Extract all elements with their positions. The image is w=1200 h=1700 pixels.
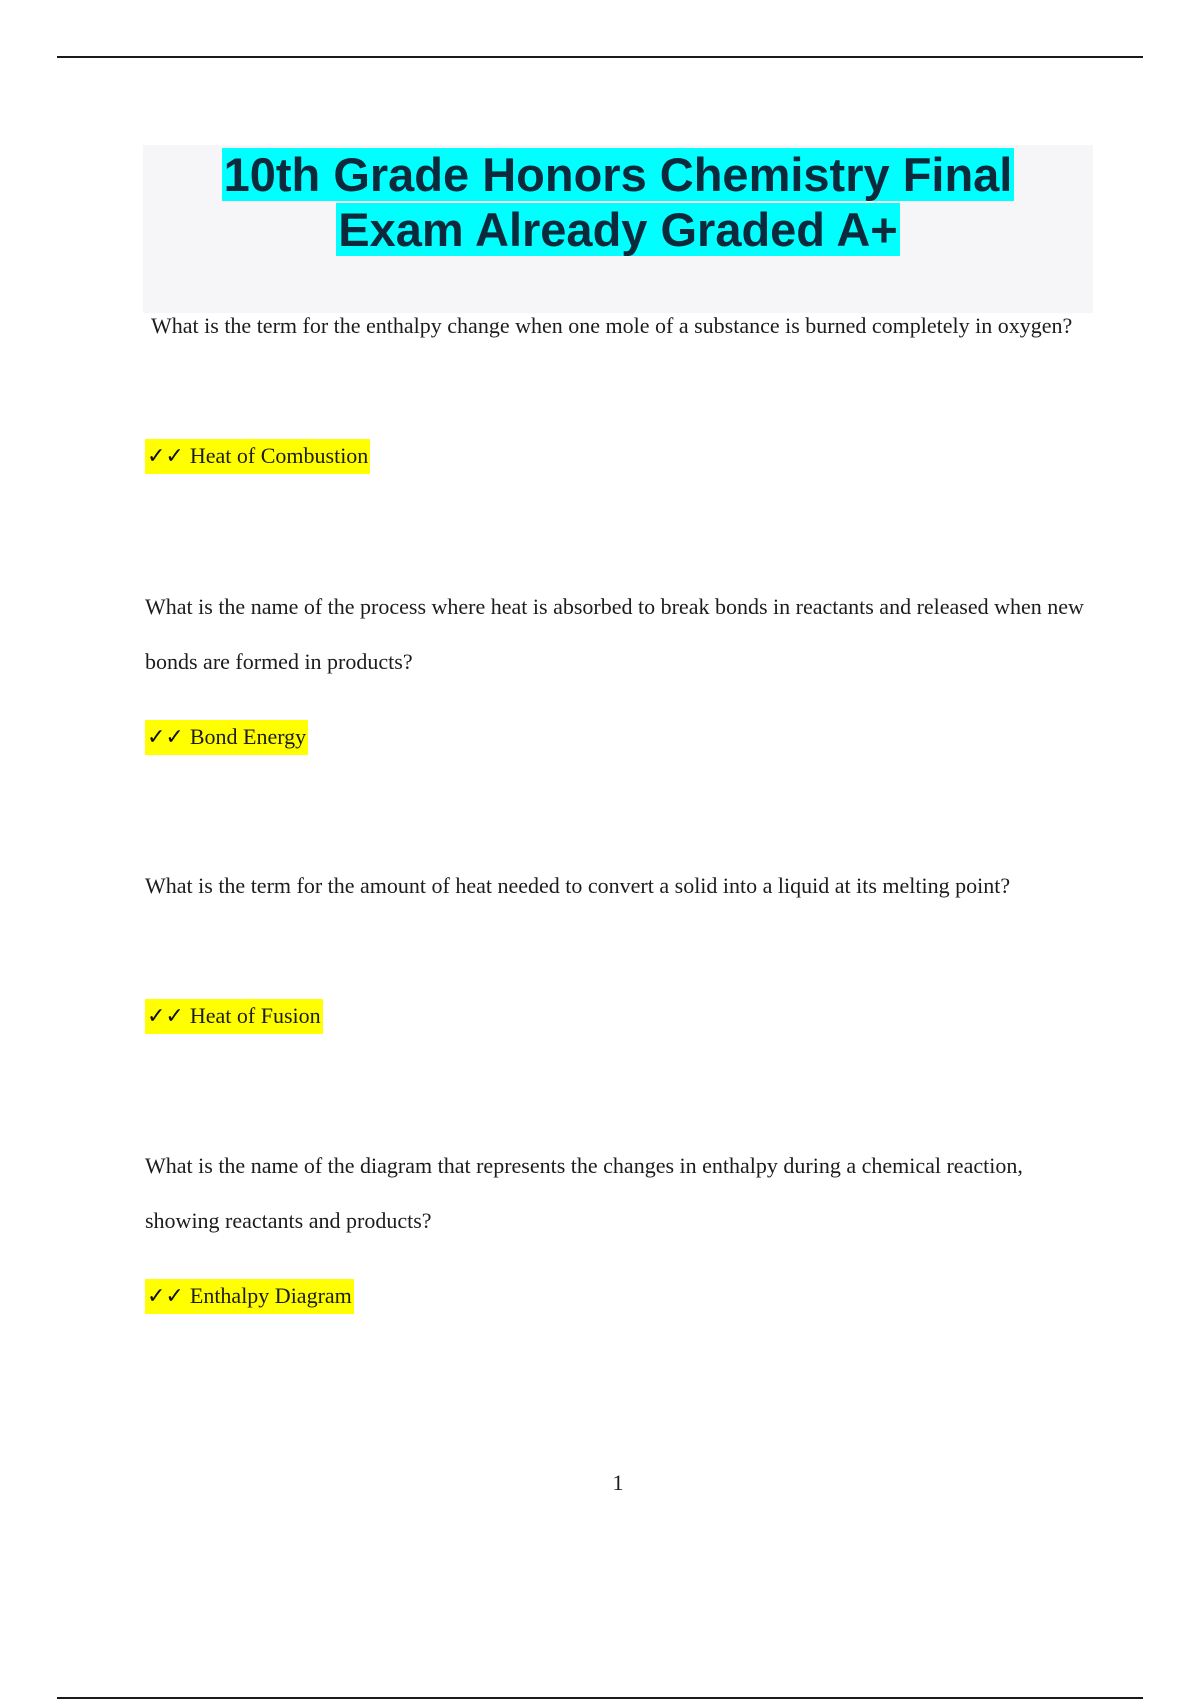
question-3: What is the term for the amount of heat needed to convert a solid into a liquid at its melting point? xyxy=(145,873,1011,898)
answer-3-text: Heat of Fusion xyxy=(189,1003,321,1028)
page-number: 1 xyxy=(612,1470,624,1495)
footer-rule xyxy=(57,1697,1143,1699)
double-check-icon: ✓✓ xyxy=(147,725,184,750)
header-rule xyxy=(57,56,1143,58)
answer-2-text: Bond Energy xyxy=(189,724,307,749)
double-check-icon: ✓✓ xyxy=(147,1284,184,1309)
question-2: What is the name of the process where heat is absorbed to break bonds in reactants and released when new bonds are formed in products? xyxy=(145,594,1084,674)
title-block xyxy=(143,145,1093,313)
answer-4 xyxy=(145,1279,354,1314)
answer-2 xyxy=(145,720,308,755)
answer-4-text: Enthalpy Diagram xyxy=(189,1283,352,1308)
answer-1-text: Heat of Combustion xyxy=(189,443,369,468)
answer-1 xyxy=(145,439,370,474)
double-check-icon: ✓✓ xyxy=(147,1004,184,1029)
question-1: What is the term for the enthalpy change when one mole of a substance is burned completely in oxygen? xyxy=(151,313,1073,338)
question-4: What is the name of the diagram that represents the changes in enthalpy during a chemical reaction, showing reactants and products? xyxy=(145,1153,1023,1233)
page-title xyxy=(143,147,1093,257)
title-line-2: Exam Already Graded A+ xyxy=(338,203,898,256)
double-check-icon: ✓✓ xyxy=(147,444,184,469)
title-line-1: 10th Grade Honors Chemistry Final xyxy=(223,148,1013,201)
answer-3 xyxy=(145,999,323,1034)
